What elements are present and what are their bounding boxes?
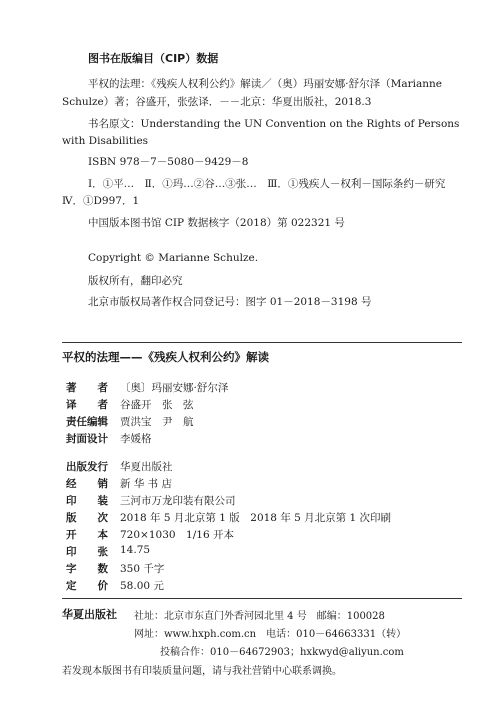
divider-bottom xyxy=(62,598,462,599)
credit-label: 著 者 xyxy=(66,382,108,394)
divider-top xyxy=(62,342,462,343)
rights-reserved: 版权所有，翻印必究 xyxy=(88,275,183,287)
classification-line-2: Ⅳ．①D997．1 xyxy=(62,195,140,207)
cip-entry-line-2: Schulze）著；谷盛开，张弦译．－－北京：华夏出版社，2018.3 xyxy=(62,96,372,108)
detail-value: 2018 年 5 月北京第 1 版 2018 年 5 月北京第 1 次印刷 xyxy=(120,512,392,524)
credit-value: 谷盛开 张 弦 xyxy=(120,399,194,411)
detail-label: 定 价 xyxy=(66,580,108,592)
cip-heading: 图书在版编目（CIP）数据 xyxy=(88,52,219,65)
credit-value: 〔奥〕玛丽安娜·舒尔泽 xyxy=(120,382,229,394)
detail-value: 58.00 元 xyxy=(120,580,164,592)
original-title-line-2: with Disabilities xyxy=(62,135,149,147)
detail-label: 字 数 xyxy=(66,563,108,575)
detail-value: 720×1030 1/16 开本 xyxy=(120,529,234,541)
publisher-contact: 投稿合作：010－64672903；hxkwyd@aliyun.com xyxy=(160,647,404,658)
detail-label: 开 本 xyxy=(66,529,108,541)
detail-label: 出版发行 xyxy=(66,461,108,473)
credit-value: 李媛格 xyxy=(120,433,152,445)
contract-registration: 北京市版权局著作权合同登记号：图字 01－2018－3198 号 xyxy=(88,296,372,308)
detail-label: 经 销 xyxy=(66,478,108,490)
quality-notice: 若发现本版图书有印装质量问题，请与我社营销中心联系调换。 xyxy=(62,666,342,677)
credit-label: 责任编辑 xyxy=(66,416,108,428)
detail-value: 华夏出版社 xyxy=(120,461,173,473)
publisher-address: 社址：北京市东直门外香河园北里 4 号 邮编：100028 xyxy=(134,611,385,622)
detail-value: 14.75 xyxy=(120,544,151,556)
detail-value: 350 千字 xyxy=(120,563,165,575)
detail-value: 三河市万龙印装有限公司 xyxy=(120,495,236,507)
detail-label: 印 装 xyxy=(66,495,108,507)
credit-value: 贾洪宝 尹 航 xyxy=(120,416,194,428)
detail-value: 新 华 书 店 xyxy=(120,478,173,490)
credit-label: 译 者 xyxy=(66,399,108,411)
cip-number: 中国版本图书馆 CIP 数据核字（2018）第 022321 号 xyxy=(88,217,345,229)
cip-entry-line-1: 平权的法理：《残疾人权利公约》解读／（奥）玛丽安娜·舒尔泽（Marianne xyxy=(88,78,442,90)
detail-label: 印 张 xyxy=(66,546,108,558)
publisher-name: 华夏出版社 xyxy=(62,608,117,621)
publisher-web-phone: 网址：www.hxph.com.cn 电话：010－64663331（转） xyxy=(134,629,407,640)
credit-label: 封面设计 xyxy=(66,433,108,445)
book-title: 平权的法理——《残疾人权利公约》解读 xyxy=(62,350,269,364)
detail-label: 版 次 xyxy=(66,512,108,524)
original-title-line-1: 书名原文：Understanding the UN Convention on the Rights of Persons xyxy=(88,118,460,130)
copyright-notice: Copyright © Marianne Schulze. xyxy=(88,252,259,264)
isbn: ISBN 978－7－5080－9429－8 xyxy=(88,156,249,168)
classification-line-1: Ⅰ．①平… Ⅱ．①玛…②谷…③张… Ⅲ．①残疾人－权利－国际条约－研究 xyxy=(88,178,446,190)
